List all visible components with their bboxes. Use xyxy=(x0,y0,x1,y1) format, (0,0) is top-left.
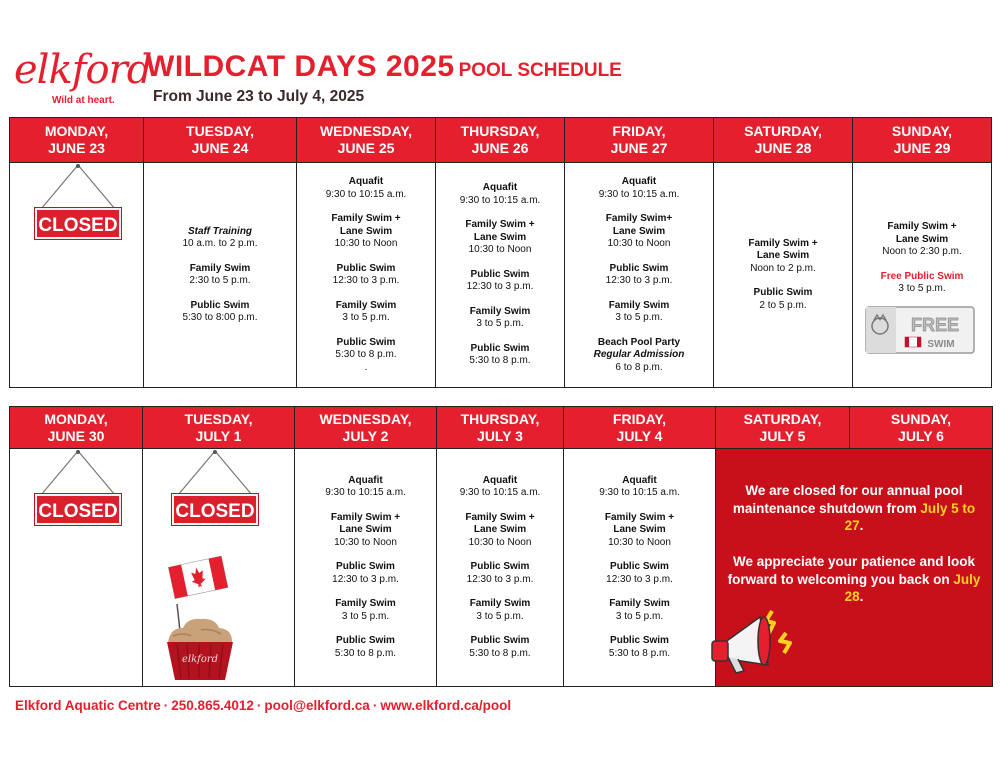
event-family-lane-swim: Family Swim + Lane Swim 10:30 to Noon xyxy=(465,511,535,548)
page-title xyxy=(146,50,622,84)
event-family-lane-swim: Family Swim + Lane Swim Noon to 2 p.m. xyxy=(748,237,818,274)
page-subtitle: From June 23 to July 4, 2025 xyxy=(153,88,365,105)
day-header-sun-jul-6: SUNDAY, JULY 6 xyxy=(850,407,993,449)
closed-sign xyxy=(35,163,121,236)
event-public-swim: Public Swim 5:30 to 8 p.m. xyxy=(334,635,397,659)
free-badge-bottom: SWIM xyxy=(927,339,955,350)
closure-notice-reopen: We appreciate your patience and look forward to welcoming you back on July 28. xyxy=(727,554,981,604)
event-staff-training: Staff Training 10 a.m. to 2 p.m. xyxy=(182,225,258,249)
schedule-week-1 xyxy=(9,117,992,388)
day-cell-fri-jun-27 xyxy=(565,163,714,388)
day-header-thu-jun-26: THURSDAY, JUNE 26 xyxy=(436,118,565,163)
event-aquafit: Aquafit 9:30 to 10:15 a.m. xyxy=(459,474,541,499)
day-header-mon-jun-23: MONDAY, JUNE 23 xyxy=(10,118,144,163)
closed-sign xyxy=(172,449,258,522)
cupcake-logo-text: elkford xyxy=(181,654,219,665)
logo-tagline: Wild at heart. xyxy=(52,95,115,106)
event-family-swim: Family Swim 3 to 5 p.m. xyxy=(609,598,670,622)
event-public-swim: Public Swim 12:30 to 3 p.m. xyxy=(332,561,399,585)
event-beach-pool-party: Beach Pool Party Regular Admission 6 to 8 p.m. xyxy=(593,336,685,373)
day-header-mon-jun-30: MONDAY, JUNE 30 xyxy=(10,407,143,449)
day-cell-wed-jul-2 xyxy=(295,449,437,687)
day-cell-tue-jun-24 xyxy=(144,163,297,388)
closed-sign-label: CLOSED xyxy=(172,494,258,525)
day-header-tue-jul-1: TUESDAY, JULY 1 xyxy=(143,407,295,449)
event-public-swim: Public Swim 12:30 to 3 p.m. xyxy=(466,268,534,293)
day-header-wed-jun-25: WEDNESDAY, JUNE 25 xyxy=(297,118,436,163)
event-free-public-swim: Free Public Swim 3 to 5 p.m. xyxy=(880,270,964,294)
event-aquafit: Aquafit 9:30 to 10:15 a.m. xyxy=(459,182,541,206)
event-family-swim: Family Swim 3 to 5 p.m. xyxy=(335,598,396,622)
day-cell-mon-jun-30 xyxy=(10,449,143,687)
day-cell-thu-jul-3 xyxy=(437,449,564,687)
event-public-swim: Public Swim 5:30 to 8 p.m. xyxy=(469,635,531,659)
free-badge-top: FREE xyxy=(910,315,960,335)
footer-contact: Elkford Aquatic Centre · 250.865.4012 · pool@elkford.ca · www.elkford.ca/pool xyxy=(15,698,512,713)
event-family-swim: Family Swim 3 to 5 p.m. xyxy=(469,305,531,330)
megaphone-icon xyxy=(702,599,812,684)
footer-email-link[interactable]: pool@elkford.ca xyxy=(264,698,370,713)
event-public-swim: Public Swim 12:30 to 3 p.m. xyxy=(332,262,400,286)
event-public-swim: Public Swim 2 to 5 p.m. xyxy=(753,287,813,311)
closure-notice-dates: We are closed for our annual pool maintenance shutdown from July 5 to 27. xyxy=(732,483,976,533)
event-public-swim: Public Swim 12:30 to 3 p.m. xyxy=(605,262,673,286)
event-public-swim: Public Swim 5:30 to 8:00 p.m. xyxy=(182,299,258,323)
event-aquafit: Aquafit 9:30 to 10:15 a.m. xyxy=(599,474,680,499)
event-family-swim: Family Swim 3 to 5 p.m. xyxy=(608,299,670,323)
closed-sign-label: CLOSED xyxy=(35,494,121,525)
footer-phone[interactable]: 250.865.4012 xyxy=(171,698,254,713)
event-public-swim: Public Swim 12:30 to 3 p.m. xyxy=(606,561,673,585)
title-suffix: POOL SCHEDULE xyxy=(458,60,622,81)
event-aquafit: Aquafit 9:30 to 10:15 a.m. xyxy=(325,474,406,499)
day-header-sat-jul-5: SATURDAY, JULY 5 xyxy=(716,407,850,449)
logo-wordmark: elkford xyxy=(14,47,152,93)
day-cell-wed-jun-25 xyxy=(297,163,436,388)
sign-hanger-icon xyxy=(35,163,121,213)
event-aquafit: Aquafit 9:30 to 10:15 a.m. xyxy=(325,176,407,200)
event-family-swim: Family Swim 3 to 5 p.m. xyxy=(469,598,531,622)
day-header-thu-jul-3: THURSDAY, JULY 3 xyxy=(437,407,564,449)
event-family-lane-swim: Family Swim + Lane Swim 10:30 to Noon xyxy=(465,219,535,256)
free-swim-badge xyxy=(865,306,975,354)
event-family-swim: Family Swim 2:30 to 5 p.m. xyxy=(189,262,251,286)
closure-notice xyxy=(716,449,992,686)
day-header-fri-jul-4: FRIDAY, JULY 4 xyxy=(564,407,716,449)
elkford-logo xyxy=(14,47,152,112)
day-header-fri-jun-27: FRIDAY, JUNE 27 xyxy=(565,118,714,163)
event-family-swim: Family Swim 3 to 5 p.m. xyxy=(335,299,397,323)
event-public-swim: Public Swim 5:30 to 8 p.m. xyxy=(608,635,671,659)
day-header-sat-jun-28: SATURDAY, JUNE 28 xyxy=(714,118,853,163)
title-main: WILDCAT DAYS 2025 xyxy=(146,50,455,83)
day-cell-tue-jul-1 xyxy=(143,449,295,687)
closed-sign-label: CLOSED xyxy=(35,208,121,239)
day-cell-fri-jul-4 xyxy=(564,449,716,687)
day-cell-mon-jun-23 xyxy=(10,163,144,388)
event-aquafit: Aquafit 9:30 to 10:15 a.m. xyxy=(598,176,680,200)
footer-centre-name: Elkford Aquatic Centre xyxy=(15,698,161,713)
sign-hanger-icon xyxy=(172,449,258,499)
day-header-tue-jun-24: TUESDAY, JUNE 24 xyxy=(144,118,297,163)
day-header-wed-jul-2: WEDNESDAY, JULY 2 xyxy=(295,407,437,449)
event-public-swim: Public Swim 5:30 to 8 p.m. xyxy=(469,342,531,367)
event-family-lane-swim: Family Swim + Lane Swim 10:30 to Noon xyxy=(330,511,401,548)
event-public-swim: Public Swim 12:30 to 3 p.m. xyxy=(466,561,534,585)
event-family-lane-swim: Family Swim+ Lane Swim 10:30 to Noon xyxy=(605,213,673,249)
footer-website-link[interactable]: www.elkford.ca/pool xyxy=(380,698,512,713)
day-header-sun-jun-29: SUNDAY, JUNE 29 xyxy=(853,118,992,163)
day-cell-sat-jun-28 xyxy=(714,163,853,388)
event-family-lane-swim: Family Swim + Lane Swim 10:30 to Noon xyxy=(331,213,401,249)
closed-sign xyxy=(35,449,121,522)
event-family-lane-swim: Family Swim + Lane Swim Noon to 2:30 p.m. xyxy=(882,221,962,257)
event-public-swim: Public Swim 5:30 to 8 p.m. . xyxy=(335,336,397,373)
event-family-lane-swim: Family Swim + Lane Swim 10:30 to Noon xyxy=(604,511,675,548)
sign-hanger-icon xyxy=(35,449,121,499)
day-cell-thu-jun-26 xyxy=(436,163,565,388)
canada-cupcake-icon xyxy=(165,552,235,682)
